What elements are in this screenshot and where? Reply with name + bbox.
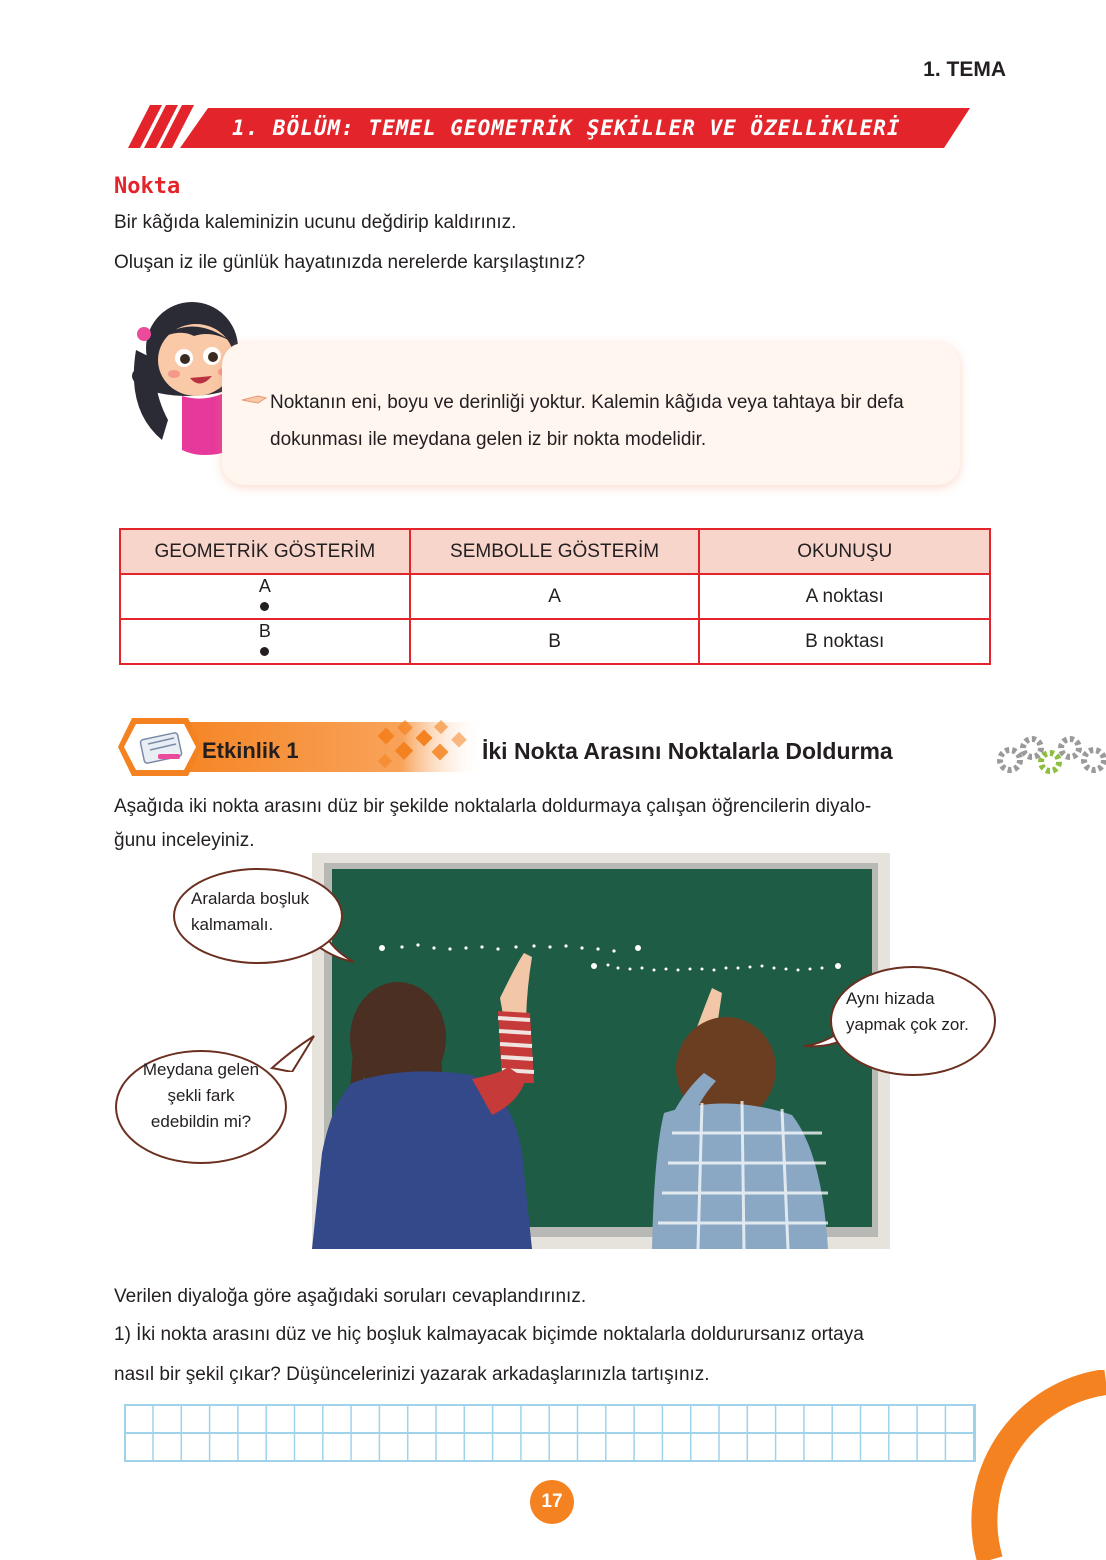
- bubble-text-line: yapmak çok zor.: [846, 1015, 969, 1034]
- point-label: A: [258, 575, 271, 596]
- point-dot: [260, 647, 269, 656]
- corner-arc-decoration: [960, 1370, 1106, 1560]
- speech-bubble-right: [830, 966, 996, 1076]
- header-symbolic: SEMBOLLE GÖSTERİM: [410, 529, 700, 574]
- pointer-hand-icon: [240, 388, 268, 410]
- speech-bubble-bottom-left: [115, 1050, 287, 1164]
- point-notation-table: [119, 528, 991, 665]
- header-geometric: GEOMETRİK GÖSTERİM: [120, 529, 410, 574]
- point-dot: [260, 602, 269, 611]
- banner-title: 1. BÖLÜM: TEMEL GEOMETRİK ŞEKİLLER VE ÖZELLİKLERİ: [232, 116, 901, 140]
- symbol-cell: A: [410, 574, 700, 619]
- reading-cell: B noktası: [699, 619, 990, 664]
- bubble-text-line: Aynı hizada: [846, 989, 935, 1008]
- table-header-row: [120, 529, 990, 574]
- page-number: 17: [530, 1480, 574, 1524]
- question-1-line-2: nasıl bir şekil çıkar? Düşüncelerinizi yazarak arkadaşlarınızla tartışınız.: [114, 1364, 710, 1385]
- questions-intro: Verilen diyaloğa göre aşağıdaki soruları cevaplandırınız.: [114, 1286, 587, 1307]
- activity-header-bar: [118, 718, 483, 776]
- bubble-text-line: edebildin mi?: [150, 1112, 252, 1131]
- question-1-line-1: 1) İki nokta arasını düz ve hiç boşluk kalmayacak biçimde noktalarla doldurursanız ortaya: [114, 1324, 864, 1345]
- point-label: B: [258, 620, 271, 641]
- speech-bubble-top-left: [173, 868, 343, 964]
- bubble-text-line: Aralarda boşluk: [191, 889, 310, 908]
- reading-cell: A noktası: [699, 574, 990, 619]
- section-heading: Nokta: [114, 174, 181, 199]
- bubble-text-line: Meydana gelen: [142, 1060, 260, 1079]
- theme-label: 1. TEMA: [923, 58, 1006, 81]
- bubble-text-line: kalmamalı.: [191, 915, 274, 934]
- activity-label: Etkinlik 1: [202, 738, 299, 763]
- callout-text: Noktanın eni, boyu ve derinliği yoktur. Kalemin kâğıda veya tahtaya bir defa dokunması ile meydana gelen iz bir nokta modelidir.: [270, 392, 904, 450]
- geometric-cell: [120, 619, 410, 664]
- table-row: [120, 574, 990, 619]
- activity-intro-line-1: Aşağıda iki nokta arasını düz bir şekilde noktalarla doldurmaya çalışan öğrencilerin diyalo-: [114, 796, 872, 817]
- table-row: [120, 619, 990, 664]
- intro-line-1: Bir kâğıda kaleminizin ucunu değdirip kaldırınız.: [114, 212, 517, 233]
- gears-icon: [994, 734, 1106, 776]
- header-reading: OKUNUŞU: [699, 529, 990, 574]
- symbol-cell: B: [410, 619, 700, 664]
- answer-writing-grid[interactable]: [124, 1404, 976, 1462]
- geometric-cell: [120, 574, 410, 619]
- activity-intro-line-2: ğunu inceleyiniz.: [114, 830, 255, 851]
- intro-line-2: Oluşan iz ile günlük hayatınızda nerelerde karşılaştınız?: [114, 252, 586, 273]
- activity-title: İki Nokta Arasını Noktalarla Doldurma: [482, 738, 893, 764]
- bubble-text-line: şekli fark: [167, 1086, 235, 1105]
